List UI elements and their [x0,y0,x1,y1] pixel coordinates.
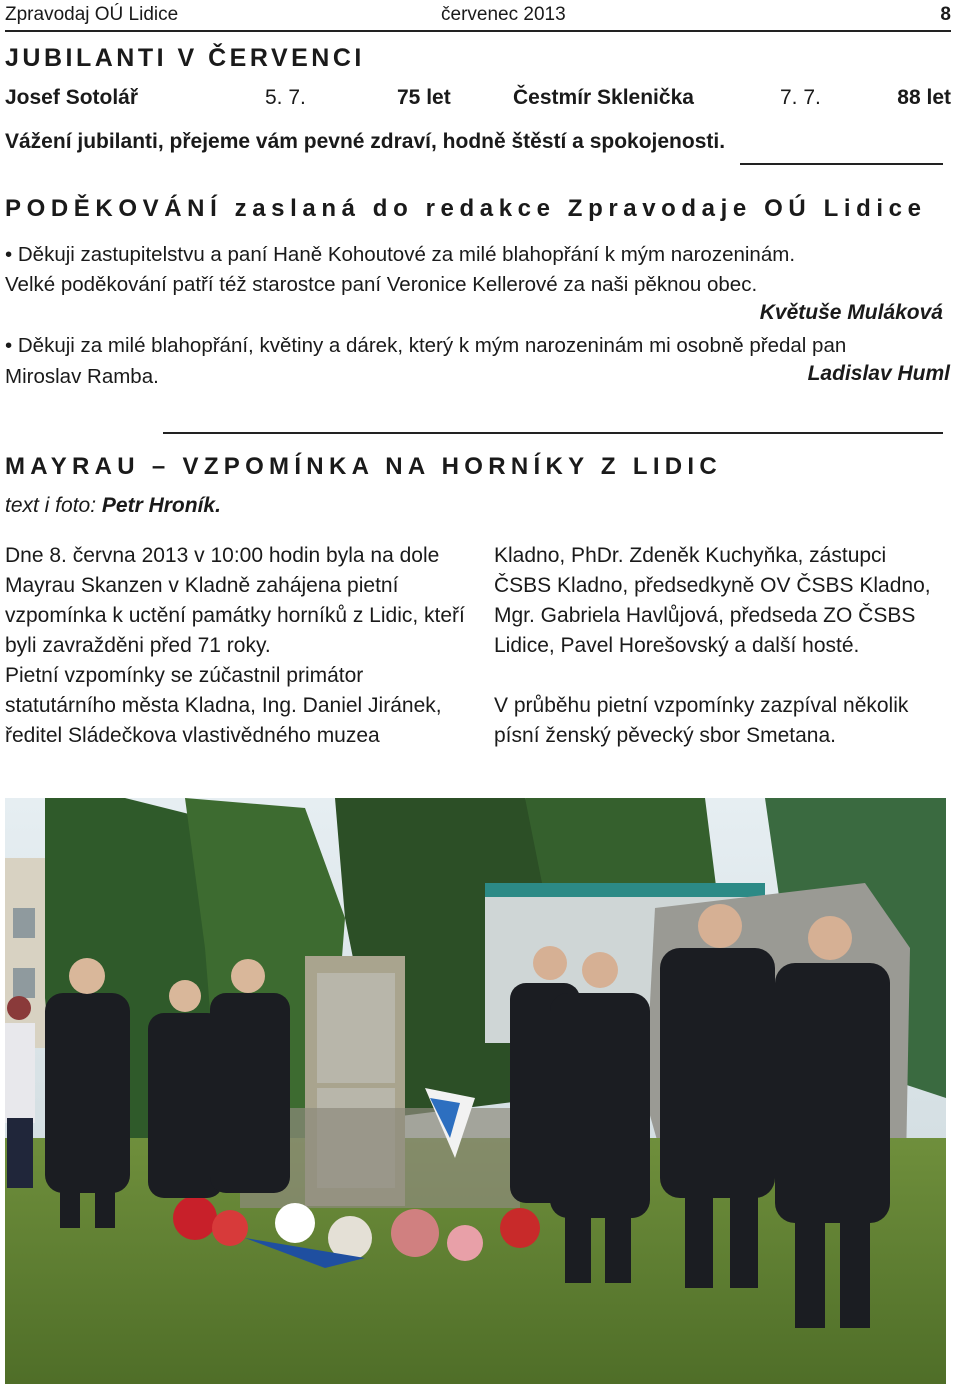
byline [5,494,221,518]
byline-prefix: text i foto: [5,494,102,517]
header-divider [5,30,951,32]
thanks-line: • Děkuji zastupitelstvu a paní Haně Kohoutové za milé blahopřání k mým narozeninám. [5,243,796,266]
jubilanti-title: JUBILANTI V ČERVENCI [5,44,365,72]
jubilant-date: 7. 7. [780,86,821,109]
jubilant-name: Čestmír Sklenička [513,86,694,109]
issue-date: červenec 2013 [441,4,566,25]
article-paragraph: Dne 8. června 2013 v 10:00 hodin byla na dole Mayrau Skanzen v Kladně zahájena pietní vzpomínka k uctění památky horníků z Lidic, kteří byli zavražděni před 71 roky. [5,544,465,657]
article-paragraph: Kladno, PhDr. Zdeněk Kuchyňka, zástupci ČSBS Kladno, předsedkyně OV ČSBS Kladno, Mgr. Gabriela Havlůjová, předseda ZO ČSBS Lidice, Pavel Horešovský a další hosté. [494,544,931,657]
jubilant-age: 88 let [897,86,951,109]
article-paragraph: Pietní vzpomínky se zúčastnil primátor statutárního města Kladna, Ing. Daniel Jiránek, ředitel Sládečkova vlastivědného muzea [5,664,442,747]
memorial-photo [5,798,946,1384]
jubilant-date: 5. 7. [265,86,306,109]
thanks-signature: Květuše Muláková [759,301,943,324]
thanks-line: • Děkuji za milé blahopřání, květiny a dárek, který k mým narozeninám mi osobně předal pan [5,334,847,357]
article-paragraph: V průběhu pietní vzpomínky zazpíval několik písní ženský pěvecký sbor Smetana. [494,694,909,747]
section-divider [740,163,943,165]
byline-author: Petr Hroník. [101,494,221,517]
jubilanti-row [5,86,951,114]
publication-name: Zpravodaj OÚ Lidice [5,4,179,25]
jubilant-name: Josef Sotolář [5,86,139,109]
page-number: 8 [940,4,951,25]
article-right-column [494,541,949,751]
jubilanti-greeting: Vážení jubilanti, přejeme vám pevné zdraví, hodně štěstí a spokojenosti. [5,130,726,153]
article-left-column [5,541,467,751]
section-divider [163,432,943,434]
thanks-signature: Ladislav Huml [807,362,950,385]
jubilant-age: 75 let [397,86,451,109]
podekovani-title: PODĚKOVÁNÍ zaslaná do redakce Zpravodaje OÚ Lidice [5,195,927,222]
thanks-line: Miroslav Ramba. [5,365,159,388]
thanks-line: Velké poděkování patří též starostce paní Veronice Kellerové za naši pěknou obec. [5,273,758,296]
mayrau-title: MAYRAU – VZPOMÍNKA NA HORNÍKY Z LIDIC [5,453,723,480]
page-header [5,4,951,30]
